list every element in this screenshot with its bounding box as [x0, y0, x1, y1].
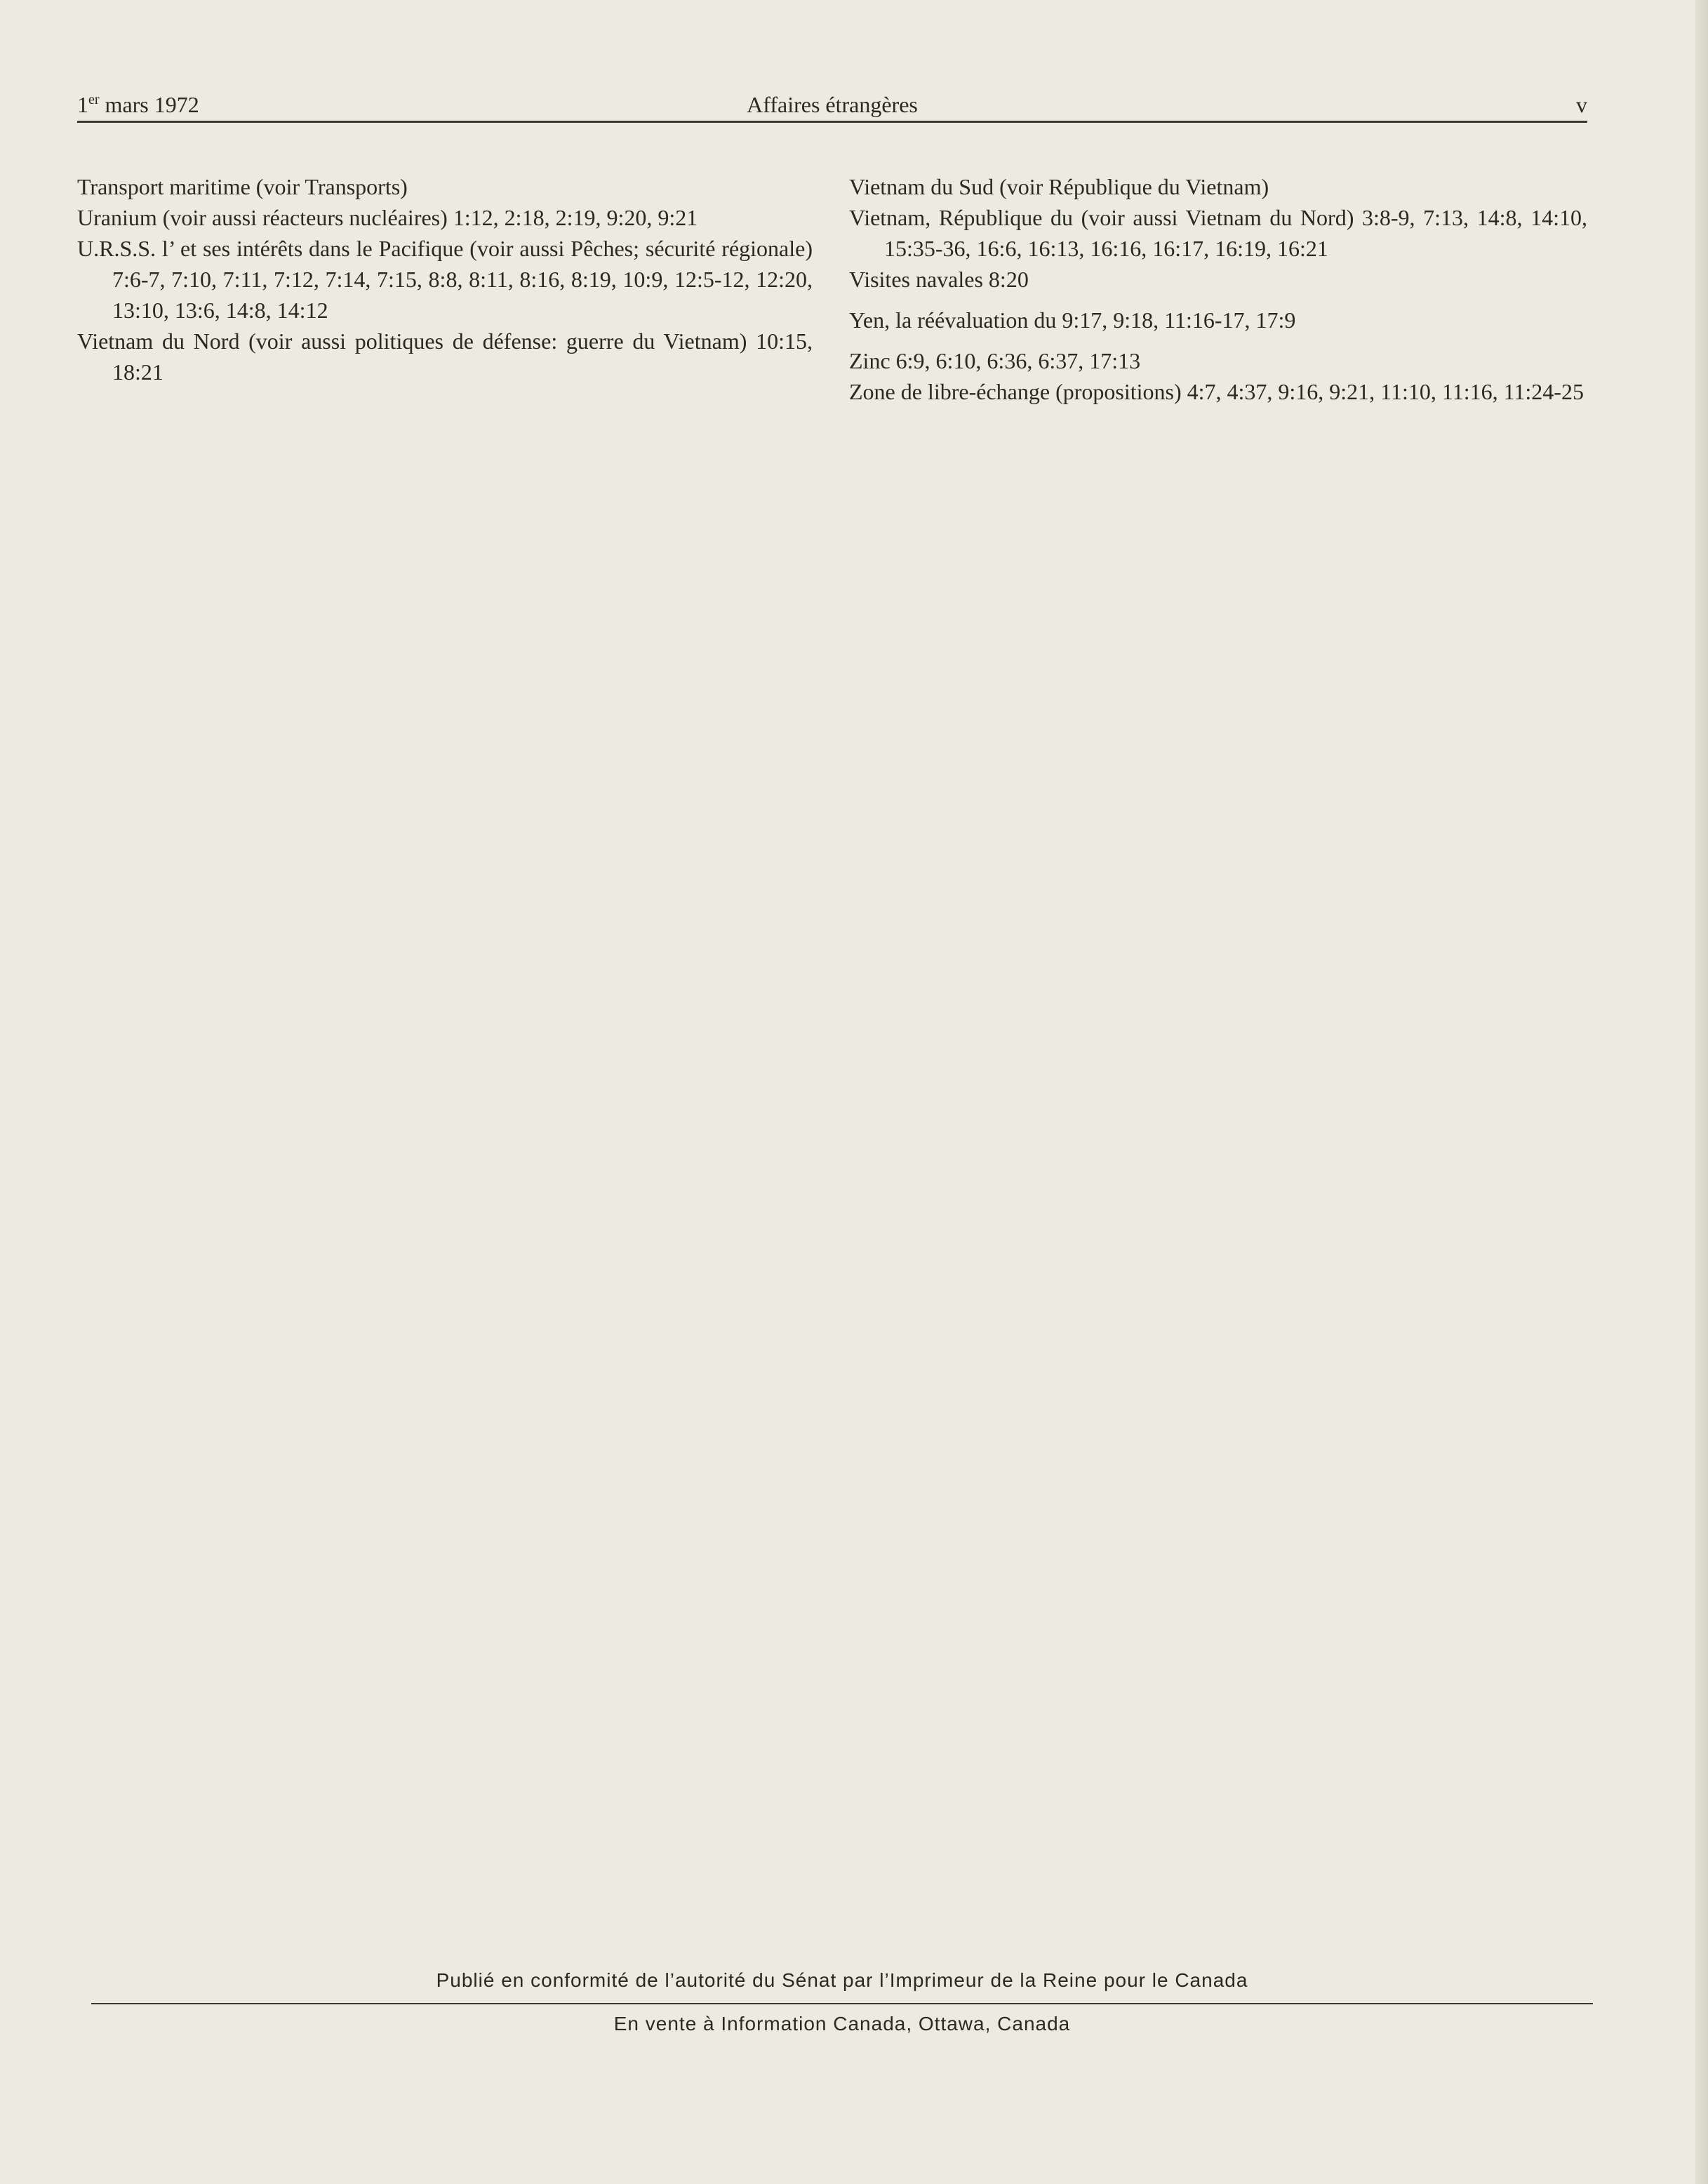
- index-entry: Zone de libre-échange (propositions) 4:7, 4:37, 9:16, 9:21, 11:10, 11:16, 11:24-25: [849, 379, 1584, 404]
- index-entry: Uranium (voir aussi réacteurs nucléaires) 1:12, 2:18, 2:19, 9:20, 9:21: [77, 205, 698, 230]
- index-entry: Vietnam, République du (voir aussi Vietnam du Nord) 3:8-9, 7:13, 14:8, 14:10, 15:35-36, 16:6, 16:13, 16:16, 16:17, 16:19, 16:21: [849, 205, 1587, 261]
- index-entry: U.R.S.S. l’ et ses intérêts dans le Pacifique (voir aussi Pêches; sécurité régionale) 7:6-7, 7:10, 7:11, 7:12, 7:14, 7:15, 8:8, 8:11, 8:16, 8:19, 10:9, 12:5-12, 12:20, 13:10, 13:6, 14:8, 14:12: [77, 236, 813, 323]
- index-entry: Yen, la réévaluation du 9:17, 9:18, 11:16-17, 17:9: [849, 307, 1296, 333]
- running-header: [77, 86, 1587, 123]
- index-entry: Visites navales 8:20: [849, 267, 1029, 292]
- index-column-right: [849, 171, 1587, 407]
- index-entry: Zinc 6:9, 6:10, 6:36, 6:37, 17:13: [849, 348, 1141, 373]
- header-date: 1er mars 1972: [77, 92, 199, 117]
- index-column-left: [77, 171, 813, 387]
- bleed-through-decoration: [0, 491, 1708, 552]
- header-title: Affaires étrangères: [747, 92, 918, 117]
- footer-divider: [91, 2003, 1593, 2004]
- header-page-number: v: [1576, 92, 1587, 117]
- publication-notice: Publié en conformité de l’autorité du Sénat par l’Imprimeur de la Reine pour le Canada: [436, 1969, 1248, 1991]
- sales-notice: En vente à Information Canada, Ottawa, Canada: [613, 2013, 1071, 2035]
- index-entry: Vietnam du Nord (voir aussi politiques de défense: guerre du Vietnam) 10:15, 18:21: [77, 328, 813, 385]
- index-entry: Transport maritime (voir Transports): [77, 174, 408, 199]
- page-edge: [1695, 0, 1708, 2184]
- index-entry: Vietnam du Sud (voir République du Vietnam): [849, 174, 1269, 199]
